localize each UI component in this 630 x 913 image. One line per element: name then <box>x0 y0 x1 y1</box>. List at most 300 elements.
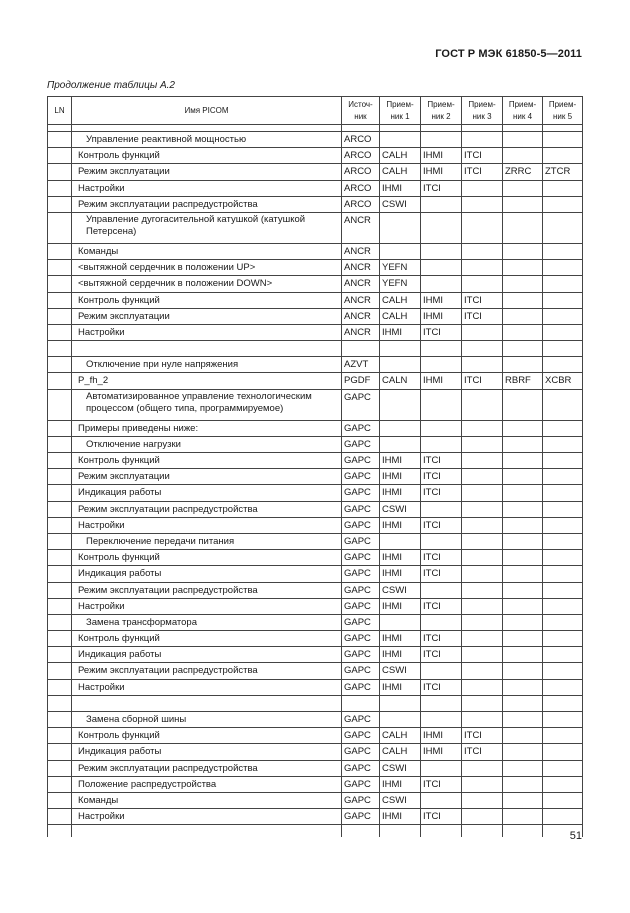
receiver-cell <box>421 582 462 598</box>
ln-cell <box>48 582 72 598</box>
receiver-cell <box>462 212 503 243</box>
column-header: Прием- ник 4 <box>503 97 543 125</box>
picom-name-cell: Индикация работы <box>72 566 342 582</box>
picom-name-cell: Режим эксплуатации распредустройства <box>72 760 342 776</box>
receiver-cell <box>543 728 583 744</box>
item-row <box>48 276 583 292</box>
receiver-cell: ITCI <box>421 469 462 485</box>
ln-cell <box>48 292 72 308</box>
ln-cell <box>48 501 72 517</box>
receiver-cell <box>462 276 503 292</box>
source-cell: AZVT <box>342 357 380 373</box>
receiver-cell: CSWI <box>380 792 421 808</box>
source-cell: GAPC <box>342 776 380 792</box>
receiver-cell <box>421 132 462 148</box>
picom-name-cell: Индикация работы <box>72 485 342 501</box>
receiver-cell: CSWI <box>380 760 421 776</box>
picom-name-cell: Режим эксплуатации распредустройства <box>72 196 342 212</box>
receiver-cell <box>503 276 543 292</box>
receiver-cell <box>503 647 543 663</box>
item-row <box>48 501 583 517</box>
receiver-cell: ITCI <box>421 598 462 614</box>
receiver-cell <box>462 712 503 728</box>
column-header: Прием- ник 3 <box>462 97 503 125</box>
item-row <box>48 517 583 533</box>
receiver-cell <box>503 357 543 373</box>
picom-name-cell: Положение распредустройства <box>72 776 342 792</box>
picom-name-cell: Контроль функций <box>72 292 342 308</box>
receiver-cell: ITCI <box>421 180 462 196</box>
receiver-cell <box>380 357 421 373</box>
receiver-cell <box>503 614 543 630</box>
receiver-cell: ITCI <box>421 517 462 533</box>
source-cell: GAPC <box>342 792 380 808</box>
receiver-cell: ITCI <box>421 647 462 663</box>
item-row <box>48 550 583 566</box>
receiver-cell <box>462 420 503 436</box>
receiver-cell <box>462 436 503 452</box>
receiver-cell: IHMI <box>421 744 462 760</box>
receiver-cell <box>543 744 583 760</box>
source-cell: GAPC <box>342 647 380 663</box>
receiver-cell <box>543 196 583 212</box>
picom-table-container <box>47 96 582 837</box>
picom-name-cell: Контроль функций <box>72 148 342 164</box>
picom-name-cell: Команды <box>72 243 342 259</box>
column-header: Прием- ник 5 <box>543 97 583 125</box>
receiver-cell <box>421 243 462 259</box>
picom-name-cell: Настройки <box>72 598 342 614</box>
receiver-cell <box>543 598 583 614</box>
picom-name-cell: Отключение при нуле напряжения <box>72 357 342 373</box>
ln-cell <box>48 631 72 647</box>
receiver-cell: IHMI <box>380 598 421 614</box>
source-cell: GAPC <box>342 598 380 614</box>
receiver-cell: ITCI <box>462 373 503 389</box>
receiver-cell <box>503 533 543 549</box>
receiver-cell <box>503 485 543 501</box>
ln-cell <box>48 533 72 549</box>
receiver-cell <box>380 712 421 728</box>
receiver-cell <box>503 132 543 148</box>
receiver-cell <box>543 308 583 324</box>
item-row <box>48 647 583 663</box>
ln-cell <box>48 566 72 582</box>
receiver-cell: CSWI <box>380 501 421 517</box>
receiver-cell <box>462 324 503 340</box>
item-row <box>48 260 583 276</box>
receiver-cell: ITCI <box>421 776 462 792</box>
item-row <box>48 453 583 469</box>
receiver-cell <box>421 712 462 728</box>
picom-name-cell: Контроль функций <box>72 550 342 566</box>
receiver-cell <box>543 631 583 647</box>
receiver-cell <box>421 196 462 212</box>
receiver-cell: CALH <box>380 728 421 744</box>
ln-cell <box>48 809 72 825</box>
receiver-cell <box>380 243 421 259</box>
receiver-cell <box>503 679 543 695</box>
picom-name-cell: Замена трансформатора <box>72 614 342 630</box>
item-row <box>48 485 583 501</box>
source-cell: GAPC <box>342 420 380 436</box>
picom-name-cell: P_fh_2 <box>72 373 342 389</box>
ln-cell <box>48 436 72 452</box>
ln-cell <box>48 760 72 776</box>
receiver-cell <box>421 663 462 679</box>
source-cell: ARCO <box>342 132 380 148</box>
receiver-cell: ZRRC <box>503 164 543 180</box>
picom-table <box>47 96 583 837</box>
source-cell: ANCR <box>342 324 380 340</box>
picom-name-cell: Отключение нагрузки <box>72 436 342 452</box>
receiver-cell: IHMI <box>421 292 462 308</box>
receiver-cell: ITCI <box>421 809 462 825</box>
column-header: Прием- ник 1 <box>380 97 421 125</box>
source-cell: GAPC <box>342 744 380 760</box>
receiver-cell <box>503 148 543 164</box>
receiver-cell <box>503 180 543 196</box>
receiver-cell: CALH <box>380 308 421 324</box>
ln-cell <box>48 679 72 695</box>
receiver-cell <box>543 243 583 259</box>
ln-cell <box>48 712 72 728</box>
receiver-cell <box>503 517 543 533</box>
ln-cell <box>48 212 72 243</box>
receiver-cell <box>543 260 583 276</box>
receiver-cell <box>503 744 543 760</box>
ln-cell <box>48 308 72 324</box>
receiver-cell <box>503 260 543 276</box>
picom-name-cell: Настройки <box>72 517 342 533</box>
receiver-cell <box>421 792 462 808</box>
ln-cell <box>48 550 72 566</box>
picom-name-cell: Управление реактивной мощностью <box>72 132 342 148</box>
receiver-cell <box>503 420 543 436</box>
receiver-cell <box>503 712 543 728</box>
item-row <box>48 631 583 647</box>
receiver-cell: CALH <box>380 292 421 308</box>
receiver-cell <box>503 324 543 340</box>
receiver-cell <box>503 582 543 598</box>
item-row <box>48 776 583 792</box>
receiver-cell: ITCI <box>462 292 503 308</box>
picom-name-cell: Режим эксплуатации <box>72 308 342 324</box>
receiver-cell <box>380 420 421 436</box>
item-row <box>48 324 583 340</box>
source-cell: ARCO <box>342 148 380 164</box>
receiver-cell: CSWI <box>380 582 421 598</box>
receiver-cell <box>543 324 583 340</box>
receiver-cell <box>503 792 543 808</box>
receiver-cell <box>543 517 583 533</box>
picom-name-cell: Настройки <box>72 324 342 340</box>
receiver-cell: IHMI <box>421 373 462 389</box>
receiver-cell <box>543 501 583 517</box>
ln-cell <box>48 389 72 420</box>
receiver-cell <box>543 792 583 808</box>
column-header: Имя PICOM <box>72 97 342 125</box>
receiver-cell <box>421 276 462 292</box>
source-cell: GAPC <box>342 582 380 598</box>
receiver-cell: CALH <box>380 744 421 760</box>
source-cell: GAPC <box>342 614 380 630</box>
receiver-cell <box>543 276 583 292</box>
group-row <box>48 533 583 549</box>
source-cell: GAPC <box>342 550 380 566</box>
receiver-cell <box>543 420 583 436</box>
picom-name-cell: Настройки <box>72 809 342 825</box>
receiver-cell: XCBR <box>543 373 583 389</box>
receiver-cell: IHMI <box>380 809 421 825</box>
receiver-cell <box>421 760 462 776</box>
ln-cell <box>48 663 72 679</box>
table-header-row <box>48 97 583 125</box>
source-cell: ARCO <box>342 180 380 196</box>
item-row <box>48 744 583 760</box>
source-cell: GAPC <box>342 760 380 776</box>
picom-name-cell: Индикация работы <box>72 647 342 663</box>
ln-cell <box>48 420 72 436</box>
item-row <box>48 243 583 259</box>
receiver-cell <box>543 180 583 196</box>
table-caption: Продолжение таблицы А.2 <box>47 80 175 91</box>
ln-cell <box>48 164 72 180</box>
receiver-cell <box>462 792 503 808</box>
picom-name-cell: Управление дугогасительной катушкой (катушкой Петерсена) <box>72 212 342 243</box>
receiver-cell <box>462 809 503 825</box>
receiver-cell <box>543 550 583 566</box>
receiver-cell <box>503 389 543 420</box>
receiver-cell: IHMI <box>380 180 421 196</box>
ln-cell <box>48 598 72 614</box>
picom-name-cell: Настройки <box>72 180 342 196</box>
source-cell: ANCR <box>342 243 380 259</box>
receiver-cell <box>421 533 462 549</box>
receiver-cell <box>462 663 503 679</box>
separator-row <box>48 125 583 132</box>
receiver-cell <box>503 453 543 469</box>
picom-name-cell: Режим эксплуатации распредустройства <box>72 582 342 598</box>
receiver-cell: IHMI <box>421 164 462 180</box>
item-row <box>48 566 583 582</box>
receiver-cell <box>462 501 503 517</box>
receiver-cell <box>380 436 421 452</box>
item-row <box>48 420 583 436</box>
receiver-cell <box>462 760 503 776</box>
receiver-cell <box>543 132 583 148</box>
receiver-cell <box>462 180 503 196</box>
picom-name-cell: Режим эксплуатации распредустройства <box>72 663 342 679</box>
picom-name-cell: <вытяжной сердечник в положении DOWN> <box>72 276 342 292</box>
ln-cell <box>48 614 72 630</box>
source-cell: GAPC <box>342 533 380 549</box>
receiver-cell: ITCI <box>421 631 462 647</box>
ln-cell <box>48 517 72 533</box>
receiver-cell <box>503 631 543 647</box>
group-row <box>48 436 583 452</box>
receiver-cell <box>462 566 503 582</box>
receiver-cell: IHMI <box>421 728 462 744</box>
ln-cell <box>48 792 72 808</box>
source-cell: ANCR <box>342 308 380 324</box>
receiver-cell: ITCI <box>462 164 503 180</box>
receiver-cell <box>503 243 543 259</box>
receiver-cell <box>380 533 421 549</box>
source-cell: ANCR <box>342 292 380 308</box>
receiver-cell <box>543 436 583 452</box>
item-row <box>48 148 583 164</box>
ln-cell <box>48 324 72 340</box>
source-cell: GAPC <box>342 389 380 420</box>
receiver-cell <box>543 453 583 469</box>
receiver-cell <box>462 776 503 792</box>
receiver-cell <box>462 389 503 420</box>
item-row <box>48 663 583 679</box>
picom-name-cell: Контроль функций <box>72 631 342 647</box>
receiver-cell <box>543 469 583 485</box>
group-row <box>48 212 583 243</box>
receiver-cell <box>543 485 583 501</box>
source-cell: GAPC <box>342 728 380 744</box>
receiver-cell: YEFN <box>380 260 421 276</box>
item-row <box>48 760 583 776</box>
receiver-cell <box>421 212 462 243</box>
receiver-cell <box>543 148 583 164</box>
item-row <box>48 292 583 308</box>
receiver-cell: CSWI <box>380 196 421 212</box>
receiver-cell <box>503 469 543 485</box>
ln-cell <box>48 776 72 792</box>
receiver-cell <box>543 712 583 728</box>
group-row <box>48 614 583 630</box>
receiver-cell <box>503 598 543 614</box>
group-row <box>48 389 583 420</box>
ln-cell <box>48 132 72 148</box>
receiver-cell: IHMI <box>380 550 421 566</box>
receiver-cell: ITCI <box>421 324 462 340</box>
receiver-cell <box>543 533 583 549</box>
source-cell: GAPC <box>342 809 380 825</box>
receiver-cell <box>543 357 583 373</box>
receiver-cell: CSWI <box>380 663 421 679</box>
receiver-cell: CALN <box>380 373 421 389</box>
page-number: 51 <box>569 830 582 842</box>
receiver-cell <box>543 212 583 243</box>
ln-cell <box>48 744 72 760</box>
receiver-cell <box>421 614 462 630</box>
receiver-cell: ITCI <box>462 148 503 164</box>
item-row <box>48 679 583 695</box>
receiver-cell <box>543 292 583 308</box>
picom-name-cell: <вытяжной сердечник в положении UP> <box>72 260 342 276</box>
receiver-cell <box>380 389 421 420</box>
receiver-cell <box>503 308 543 324</box>
receiver-cell <box>503 436 543 452</box>
source-cell: PGDF <box>342 373 380 389</box>
picom-name-cell: Автоматизированное управление технологическим процессом (общего типа, программируемое) <box>72 389 342 420</box>
source-cell: GAPC <box>342 485 380 501</box>
picom-name-cell: Настройки <box>72 679 342 695</box>
picom-name-cell: Переключение передачи питания <box>72 533 342 549</box>
receiver-cell: CALH <box>380 148 421 164</box>
empty-row <box>48 341 583 357</box>
receiver-cell <box>462 485 503 501</box>
receiver-cell <box>503 809 543 825</box>
receiver-cell: ITCI <box>462 308 503 324</box>
receiver-cell <box>503 663 543 679</box>
ln-cell <box>48 196 72 212</box>
receiver-cell <box>543 663 583 679</box>
empty-row <box>48 695 583 711</box>
receiver-cell <box>462 647 503 663</box>
receiver-cell <box>380 614 421 630</box>
item-row <box>48 180 583 196</box>
picom-name-cell: Режим эксплуатации распредустройства <box>72 501 342 517</box>
receiver-cell <box>462 679 503 695</box>
receiver-cell <box>380 132 421 148</box>
receiver-cell: IHMI <box>380 469 421 485</box>
receiver-cell <box>421 389 462 420</box>
column-header: Прием- ник 2 <box>421 97 462 125</box>
receiver-cell: ZTCR <box>543 164 583 180</box>
ln-cell <box>48 180 72 196</box>
receiver-cell: IHMI <box>380 566 421 582</box>
receiver-cell <box>503 501 543 517</box>
receiver-cell <box>503 776 543 792</box>
receiver-cell <box>543 389 583 420</box>
ln-cell <box>48 148 72 164</box>
ln-cell <box>48 373 72 389</box>
item-row <box>48 598 583 614</box>
receiver-cell: ITCI <box>421 550 462 566</box>
source-cell: GAPC <box>342 631 380 647</box>
receiver-cell <box>462 132 503 148</box>
receiver-cell <box>462 517 503 533</box>
ln-cell <box>48 485 72 501</box>
picom-name-cell: Замена сборной шины <box>72 712 342 728</box>
ln-cell <box>48 243 72 259</box>
receiver-cell: ITCI <box>462 728 503 744</box>
receiver-cell: RBRF <box>503 373 543 389</box>
picom-name-cell: Примеры приведены ниже: <box>72 420 342 436</box>
ln-cell <box>48 276 72 292</box>
receiver-cell: CALH <box>380 164 421 180</box>
receiver-cell <box>421 436 462 452</box>
receiver-cell <box>543 614 583 630</box>
picom-name-cell: Контроль функций <box>72 728 342 744</box>
receiver-cell <box>421 420 462 436</box>
receiver-cell: ITCI <box>462 744 503 760</box>
receiver-cell <box>380 212 421 243</box>
source-cell: ANCR <box>342 276 380 292</box>
ln-cell <box>48 453 72 469</box>
picom-name-cell: Контроль функций <box>72 453 342 469</box>
item-row <box>48 469 583 485</box>
receiver-cell: ITCI <box>421 679 462 695</box>
receiver-cell: IHMI <box>380 679 421 695</box>
receiver-cell: IHMI <box>380 485 421 501</box>
receiver-cell <box>503 550 543 566</box>
receiver-cell: IHMI <box>421 148 462 164</box>
receiver-cell <box>462 453 503 469</box>
receiver-cell <box>543 647 583 663</box>
source-cell: GAPC <box>342 469 380 485</box>
receiver-cell <box>462 631 503 647</box>
receiver-cell <box>503 196 543 212</box>
receiver-cell <box>543 809 583 825</box>
receiver-cell <box>543 776 583 792</box>
